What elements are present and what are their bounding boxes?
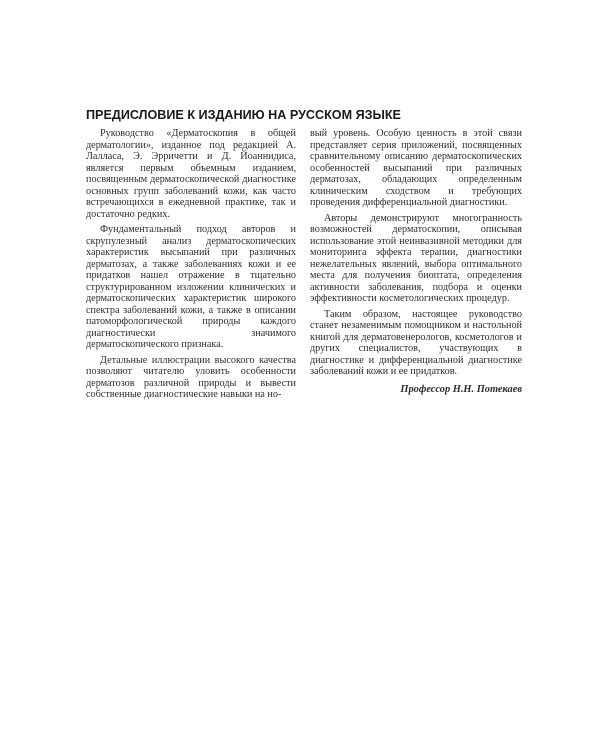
paragraph: вый уровень. Особую ценность в этой связи представляет серия приложений, посвященных сравнительному описанию дерматоскопических особенностей высыпаний при различных дерматозах, обладающих определенным клиническим сходством и требующих проведения дифференциальной диагностики. bbox=[310, 128, 522, 208]
paragraph: Фундаментальный подход авторов и скрупулезный анализ дерматоскопических характеристик высыпаний при различных дерматозах, а также заболеваниях кожи и ее придатков нашел отражение в тщательно структурированном изложении клинических и дерматоскопических характеристик широкого спектра заболеваний кожи, а также в описании патоморфологической природы каждого диагностически значимого дерматоскопического признака. bbox=[86, 224, 296, 350]
paragraph: Авторы демонстрируют многогранность возможностей дерматоскопии, описывая использование этой неинвазивной методики для мониторинга эффекта терапии, диагностики нежелательных явлений, выбора оптимального места для получения биоптата, определения активности заболевания, подбора и оценки эффективности косметологических процедур. bbox=[310, 212, 522, 304]
text-column-right bbox=[310, 128, 522, 395]
text-column-left bbox=[86, 128, 296, 405]
paragraph: Таким образом, настоящее руководство станет незаменимым помощником и настольной книгой для дерматовенерологов, косметологов и других специалистов, участвующих в диагностике и дифференциальной диагностике заболеваний кожи и ее придатков. bbox=[310, 308, 522, 377]
paragraph: Руководство «Дерматоскопия в общей дерматологии», изданное под редакцией А. Лалласа, Э. Эрричетти и Д. Йоаннидиса, является первым объемным изданием, посвященным дерматоскопической диагностике основных групп заболеваний кожи, как часто встречающихся в ежедневной практике, так и достаточно редких. bbox=[86, 128, 296, 220]
author-signature: Профессор Н.Н. Потекаев bbox=[400, 383, 522, 395]
paragraph: Детальные иллюстрации высокого качества позволяют читателю уловить особенности дерматозов различной природы и вывести собственные диагностические навыки на но- bbox=[86, 354, 296, 400]
section-heading: ПРЕДИСЛОВИЕ К ИЗДАНИЮ НА РУССКОМ ЯЗЫКЕ bbox=[86, 108, 401, 122]
